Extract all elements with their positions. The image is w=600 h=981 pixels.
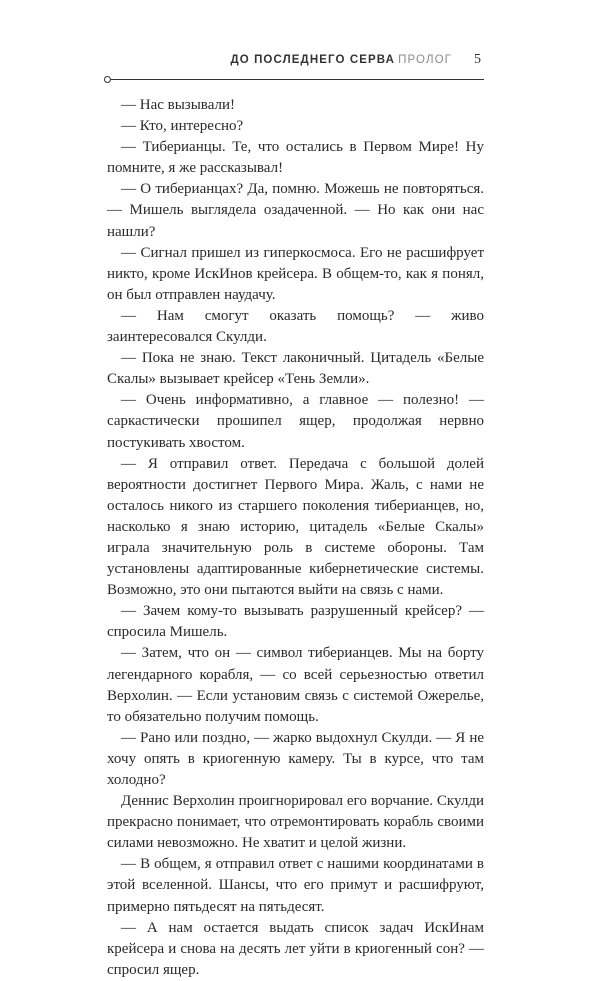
paragraph: Деннис Верхолин проигнорировал его ворчание. Скулди прекрасно понимает, что отремонтировать корабль своими силами невозможно. Не хватит и целой жизни. [107,793,484,852]
paragraph: — Я отправил ответ. Передача с большой долей вероятности достигнет Первого Мира. Жаль, с нами не осталось никого из старшего поколения тиберианцев, но, насколько я знаю историю, цитадель «Белые Скалы» играла значительную роль в системе обороны. Там установлены адаптированные кибернетические системы. Возможно, это они пытаются выйти на связь с нами. [107,455,484,599]
book-title: ДО ПОСЛЕДНЕГО СЕРВА [230,54,395,66]
paragraph: — Кто, интересно? [121,118,244,135]
rule-circle-ornament [104,76,111,83]
paragraph: — Рано или поздно, — жарко выдохнул Скулди. — Я не хочу опять в криогенную камеру. Ты в курсе, что там холодно? [107,729,484,788]
running-header [107,52,487,72]
chapter-name: ПРОЛОГ [398,54,452,66]
paragraph: — О тиберианцах? Да, помню. Можешь не повторяться. — Мишель выглядела озадаченной. — Но как они нас нашли? [107,181,484,240]
page-number: 5 [474,52,481,67]
header-rule [104,76,484,83]
paragraph: — Нас вызывали! [121,97,235,113]
rule-line [111,79,484,80]
paragraph: — А нам остается выдать список задач ИскИнам крейсера и снова на десять лет уйти в криогенный сон? — спросил ящер. [107,919,484,978]
paragraph: — В общем, я отправил ответ с нашими координатами в этой вселенной. Шансы, что его примут и расшифруют, примерно пятьдесят на пятьдесят. [107,856,484,915]
paragraph: — Очень информативно, а главное — полезно! — саркастически прошипел ящер, продолжая нервно постукивать хвостом. [107,392,484,451]
paragraph: — Затем, что он — символ тиберианцев. Мы на борту легендарного корабля, — со всей серьезностью ответил Верхолин. — Если установим связь с системой Ожерелье, то обязательно получим помощь. [107,645,484,725]
paragraph: — Зачем кому-то вызывать разрушенный крейсер? — спросила Мишель. [107,603,484,641]
paragraph: — Сигнал пришел из гиперкосмоса. Его не расшифрует никто, кроме ИскИнов крейсера. В общем-то, как я понял, он был отправлен наудачу. [107,244,484,303]
paragraph: — Пока не знаю. Текст лаконичный. Цитадель «Белые Скалы» вызывает крейсер «Тень Земли». [107,350,484,388]
body-text [107,95,484,981]
paragraph: — Тиберианцы. Те, что остались в Первом Мире! Ну помните, я же рассказывал! [107,139,484,177]
paragraph: — Нам смогут оказать помощь? — живо заинтересовался Скулди. [107,307,484,346]
